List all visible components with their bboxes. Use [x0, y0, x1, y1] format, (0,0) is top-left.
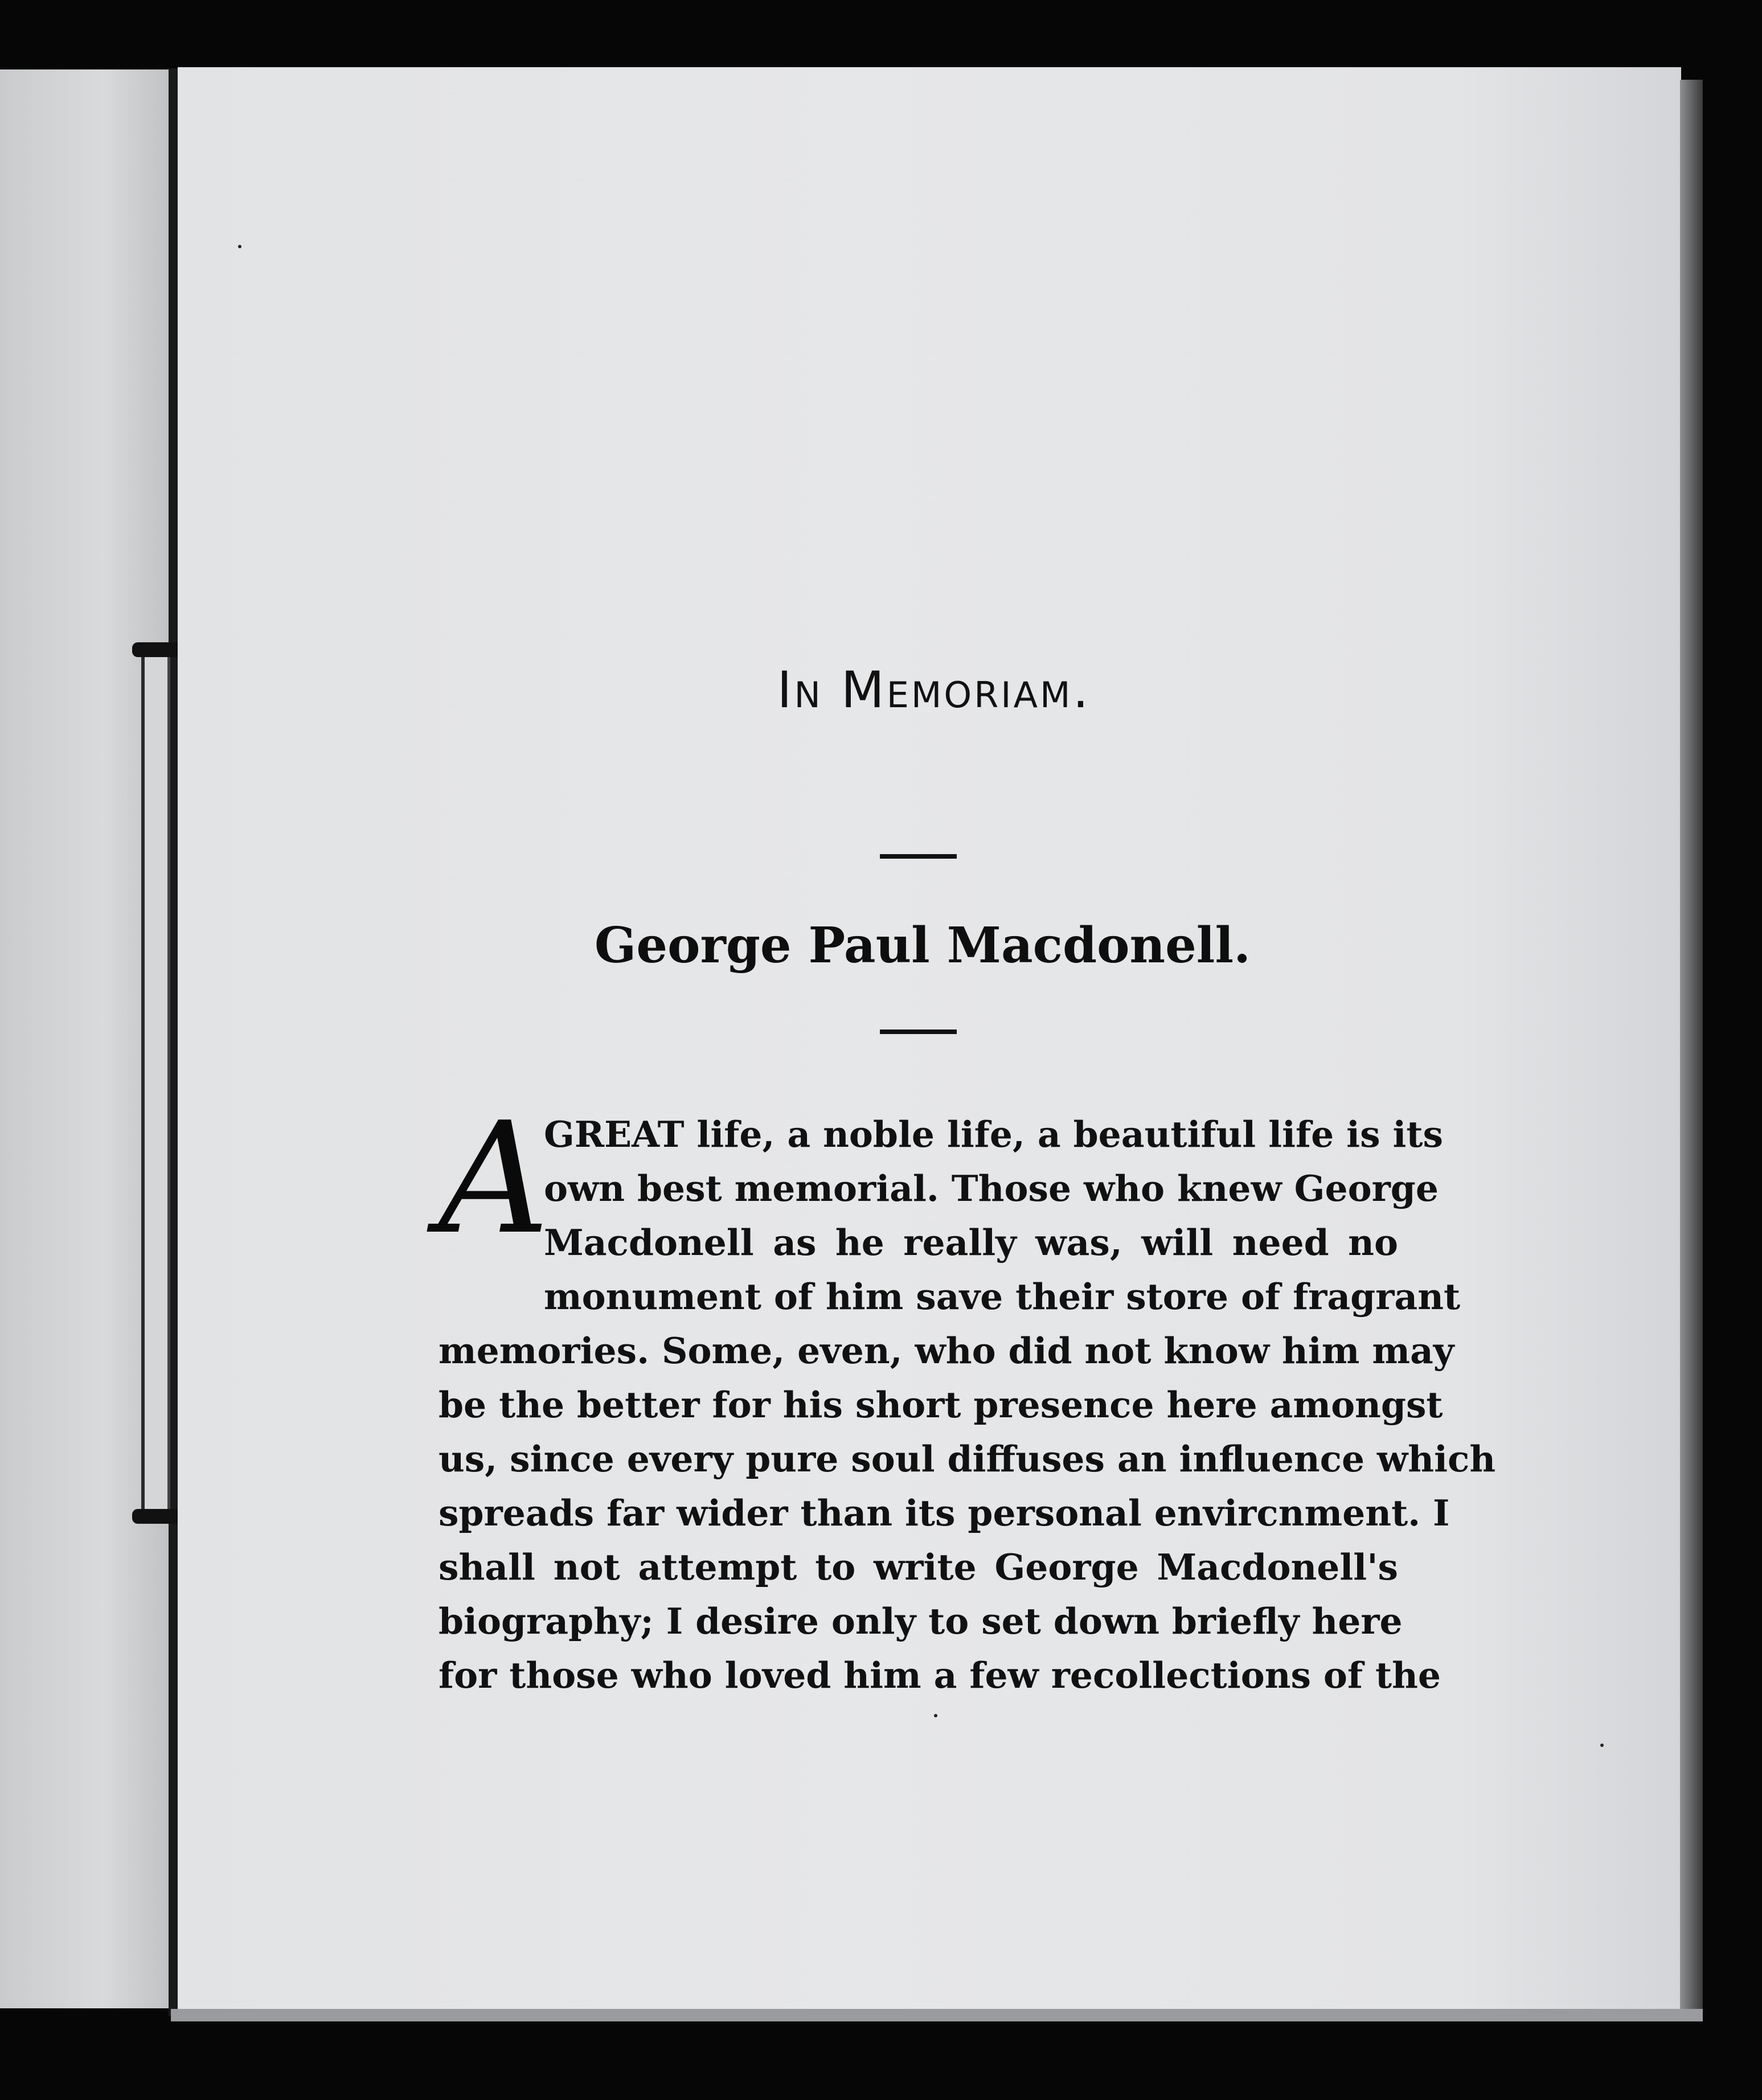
binding-thread — [141, 649, 170, 1520]
memorial-name: George Paul Macdonell. — [594, 917, 1251, 974]
body-line-9: shall not attempt to write George Macdonell's — [439, 1546, 1398, 1588]
paper-speck — [1600, 1744, 1604, 1747]
body-line-11: for those who loved him a few recollections of the — [439, 1654, 1441, 1696]
heading-rule-bottom — [880, 1030, 957, 1034]
body-line-8: spreads far wider than its personal envircnment. I — [439, 1492, 1450, 1534]
page-bottom-edge — [171, 2009, 1703, 2021]
paper-speck — [934, 1714, 937, 1717]
heading-rule-top — [880, 854, 957, 859]
page-right-edge — [1680, 80, 1703, 2010]
body-line-7: us, since every pure soul diffuses an influence which — [439, 1438, 1496, 1480]
paper-speck — [238, 245, 241, 248]
body-line-6: be the better for his short presence here amongst — [439, 1384, 1443, 1426]
body-line-3: Macdonell as he really was, will need no — [544, 1221, 1398, 1264]
page-heading: In Memoriam. — [777, 661, 1091, 719]
drop-cap-letter: A — [439, 1089, 550, 1268]
body-line-4: monument of him save their store of fragrant — [544, 1275, 1461, 1318]
book-page — [178, 67, 1681, 2015]
memorial-paragraph — [439, 1089, 1496, 1703]
body-line-5: memories. Some, even, who did not know him may — [439, 1330, 1454, 1372]
body-line-1: GREAT life, a noble life, a beautiful life is its — [544, 1113, 1443, 1155]
body-line-2: own best memorial. Those who knew George — [544, 1167, 1439, 1209]
body-line-10: biography; I desire only to set down briefly here — [439, 1600, 1403, 1642]
